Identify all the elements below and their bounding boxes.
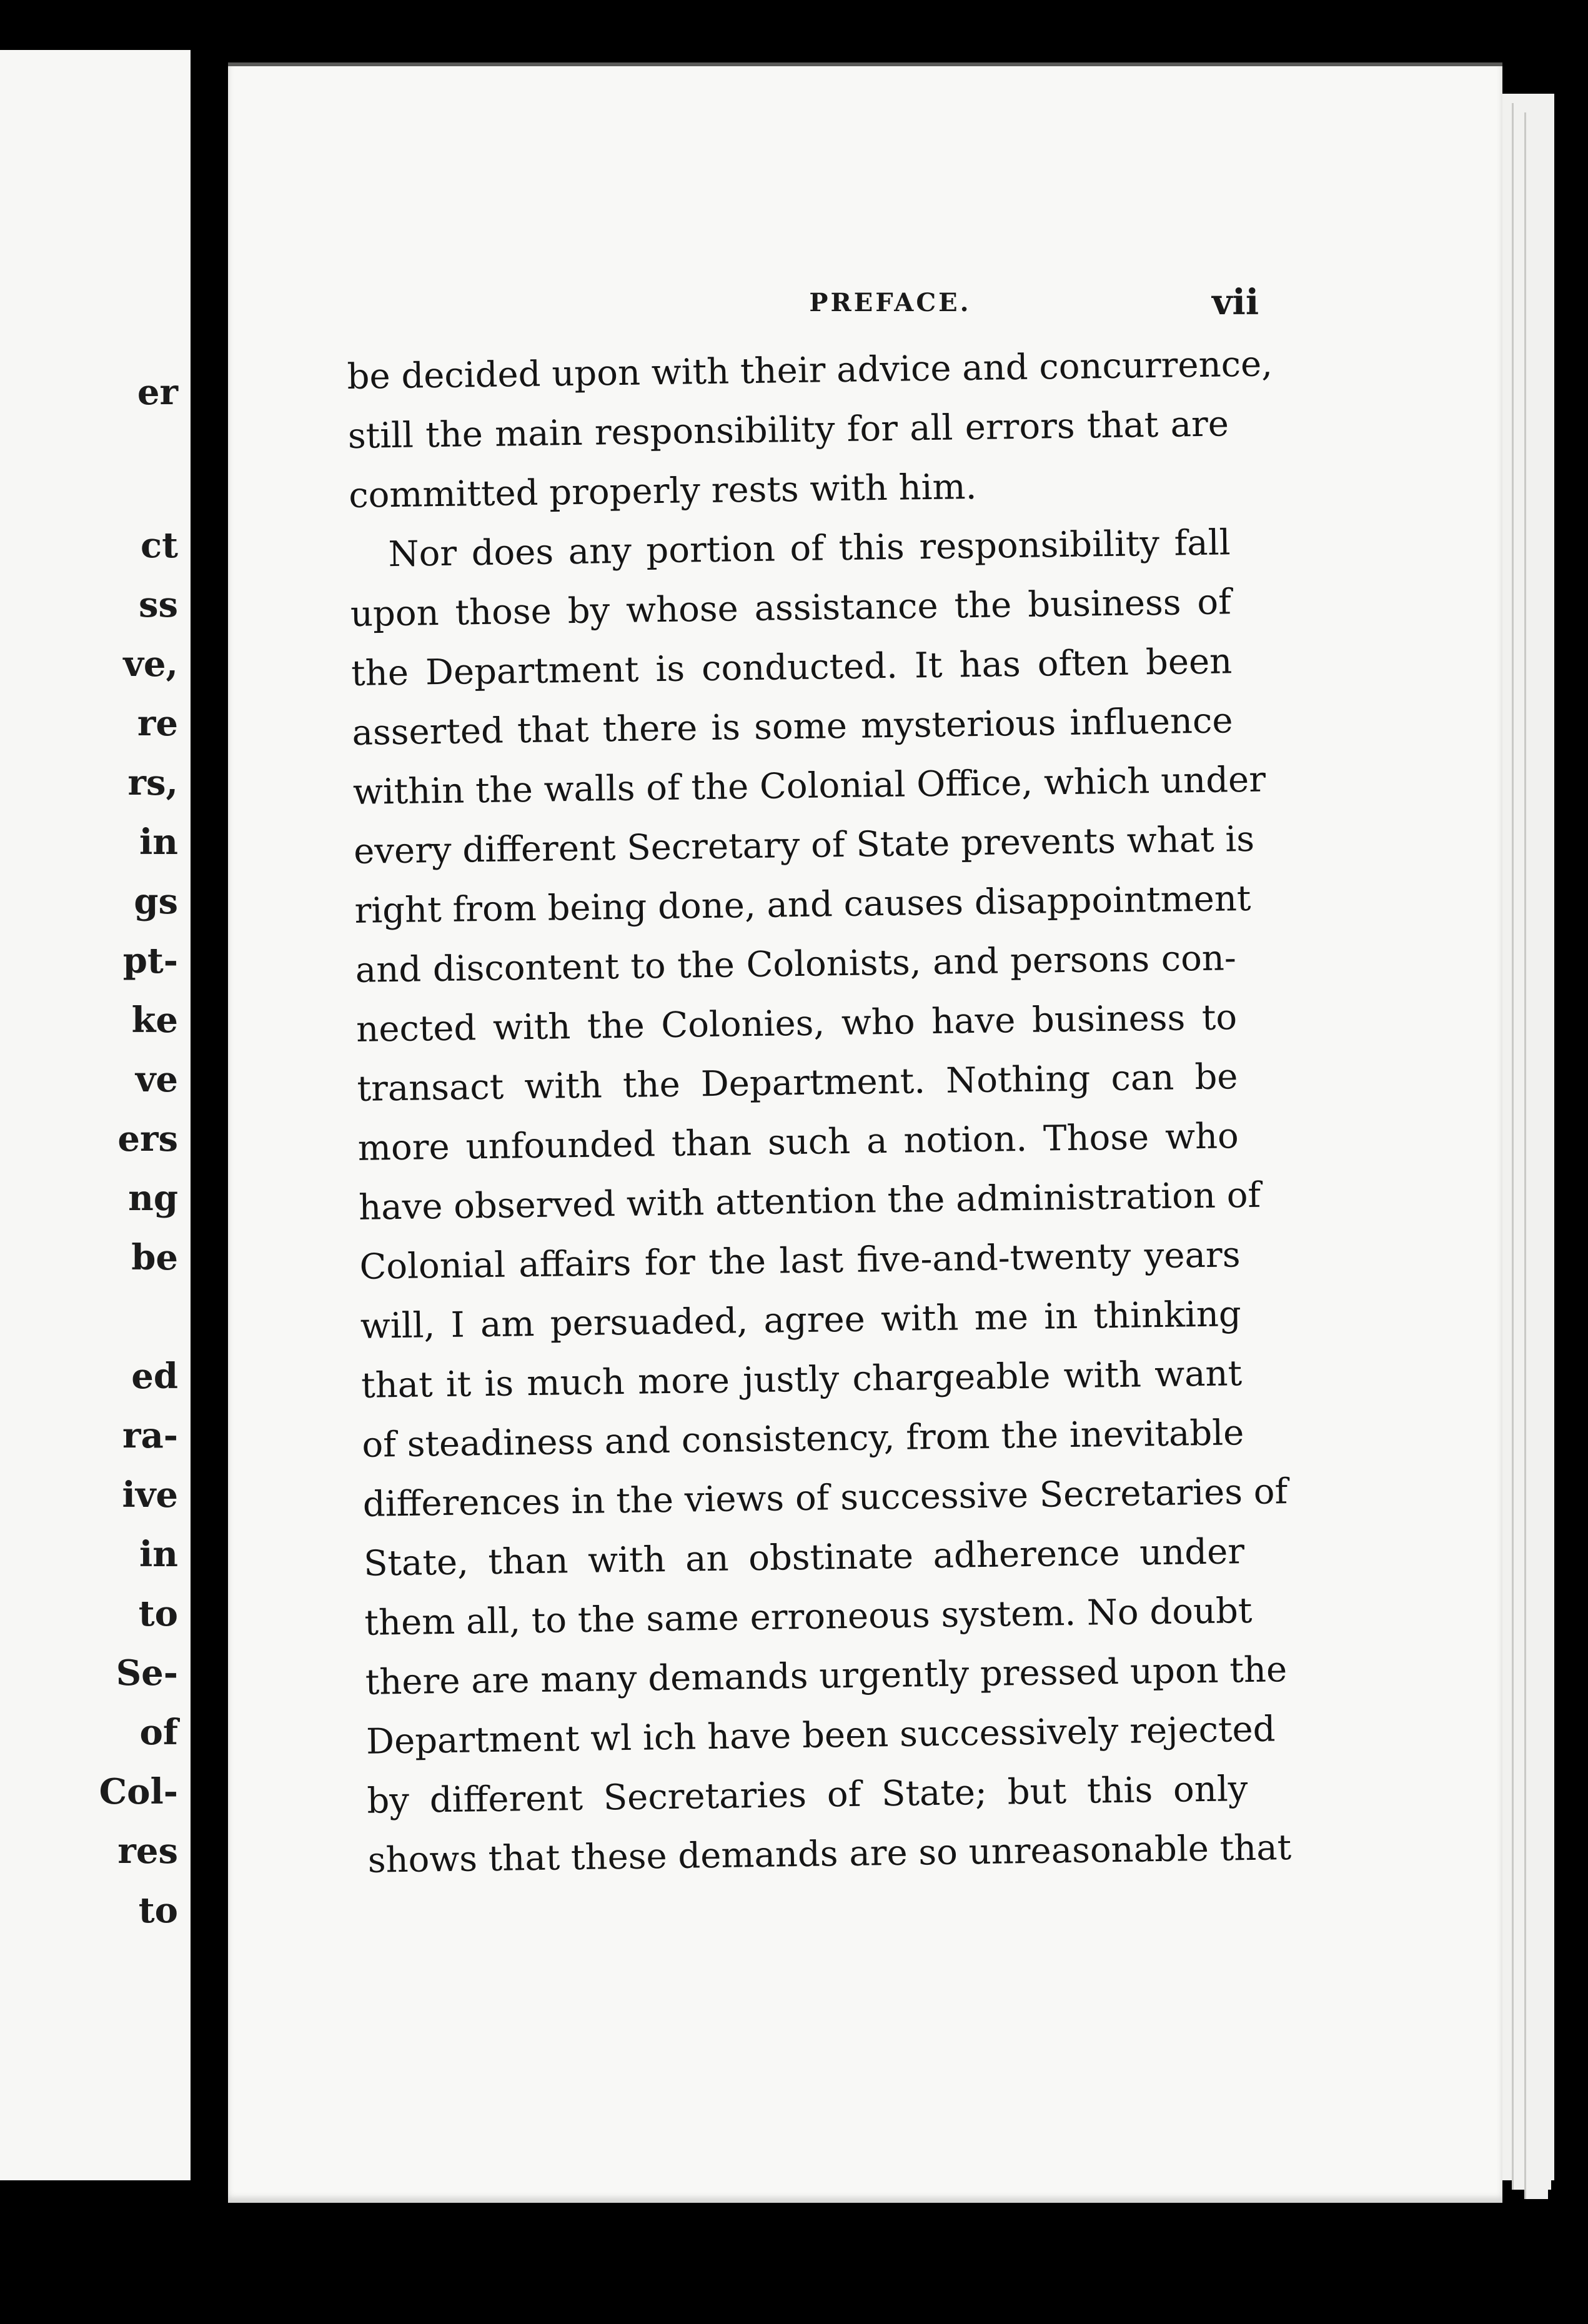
left-page-fragment: ra-	[122, 1415, 178, 1456]
left-page-fragment: rs,	[127, 762, 178, 803]
text-line: Department wl ich have been successively rejected	[365, 1709, 1276, 1762]
text-line: still the main responsibility for all errors that are	[347, 404, 1229, 457]
left-page-fragment: ve	[135, 1059, 178, 1100]
page-number: vii	[1212, 282, 1259, 323]
left-page-fragment: er	[137, 372, 178, 413]
book-page	[228, 62, 1502, 2203]
left-page-fragment: ss	[138, 584, 178, 625]
left-page-fragment: in	[139, 1534, 178, 1575]
text-line: State, than with an obstinate adherence under	[363, 1531, 1245, 1584]
left-page-fragment: ed	[131, 1356, 178, 1397]
text-line: and discontent to the Colonists, and persons con-	[355, 938, 1237, 991]
left-page-fragment: ke	[131, 1000, 178, 1041]
running-head: PREFACE.	[809, 288, 971, 317]
text-line: nected with the Colonies, who have business to	[355, 997, 1238, 1050]
text-line: have observed with attention the administration of	[358, 1174, 1261, 1228]
text-line: committed properly rests with him.	[348, 466, 977, 516]
left-page-fragment: of	[139, 1712, 178, 1753]
left-page-fragment: Se-	[116, 1652, 178, 1694]
text-line: asserted that there is some mysterious influence	[352, 700, 1233, 753]
left-page-fragment: in	[139, 822, 178, 863]
left-page-fragment: res	[117, 1830, 178, 1872]
text-line: every different Secretary of State prevents what is	[353, 818, 1255, 872]
left-page-fragment: ive	[122, 1474, 178, 1516]
left-page-fragment: Col-	[99, 1771, 178, 1812]
text-line: be decided upon with their advice and concurrence,	[347, 344, 1273, 397]
text-line: the Department is conducted. It has often been	[350, 641, 1233, 694]
text-line: Colonial affairs for the last five-and-twenty years	[359, 1234, 1241, 1288]
text-line: shows that these demands are so unreasonable that	[367, 1827, 1292, 1881]
left-page-fragment: ng	[128, 1178, 178, 1219]
left-page-fragment: to	[138, 1890, 178, 1931]
text-line: of steadiness and consistency, from the inevitable	[362, 1413, 1244, 1466]
left-page-fragment: be	[131, 1237, 178, 1278]
text-line: that it is much more justly chargeable with want	[360, 1353, 1243, 1406]
text-line: by different Secretaries of State; but this only	[367, 1769, 1248, 1822]
text-line: Nor does any portion of this responsibility fall	[388, 522, 1231, 575]
text-line: will, I am persuaded, agree with me in thinking	[360, 1294, 1242, 1347]
text-line: within the walls of the Colonial Office, which under	[352, 759, 1266, 813]
text-line: more unfounded than such a notion. Those who	[357, 1116, 1239, 1169]
text-line: there are many demands urgently pressed upon the	[365, 1649, 1288, 1703]
left-page-fragment: gs	[134, 881, 178, 922]
text-line: right from being done, and causes disappointment	[354, 878, 1251, 931]
text-line: upon those by whose assistance the business of	[350, 582, 1232, 635]
text-line: transact with the Department. Nothing can be	[357, 1056, 1238, 1110]
left-page-fragment: ers	[117, 1118, 178, 1160]
body-text	[347, 335, 1292, 1890]
left-page-fragment: ve,	[123, 643, 178, 685]
text-line: differences in the views of successive Secretaries of	[362, 1471, 1288, 1525]
previous-page	[0, 50, 191, 2180]
page-edge	[1524, 112, 1548, 2199]
left-page-fragment: ct	[141, 525, 178, 566]
left-page-fragment: pt-	[122, 940, 178, 981]
text-line: them all, to the same erroneous system. No doubt	[364, 1590, 1253, 1644]
left-page-fragment: to	[138, 1593, 178, 1634]
left-page-fragment: re	[137, 703, 178, 744]
